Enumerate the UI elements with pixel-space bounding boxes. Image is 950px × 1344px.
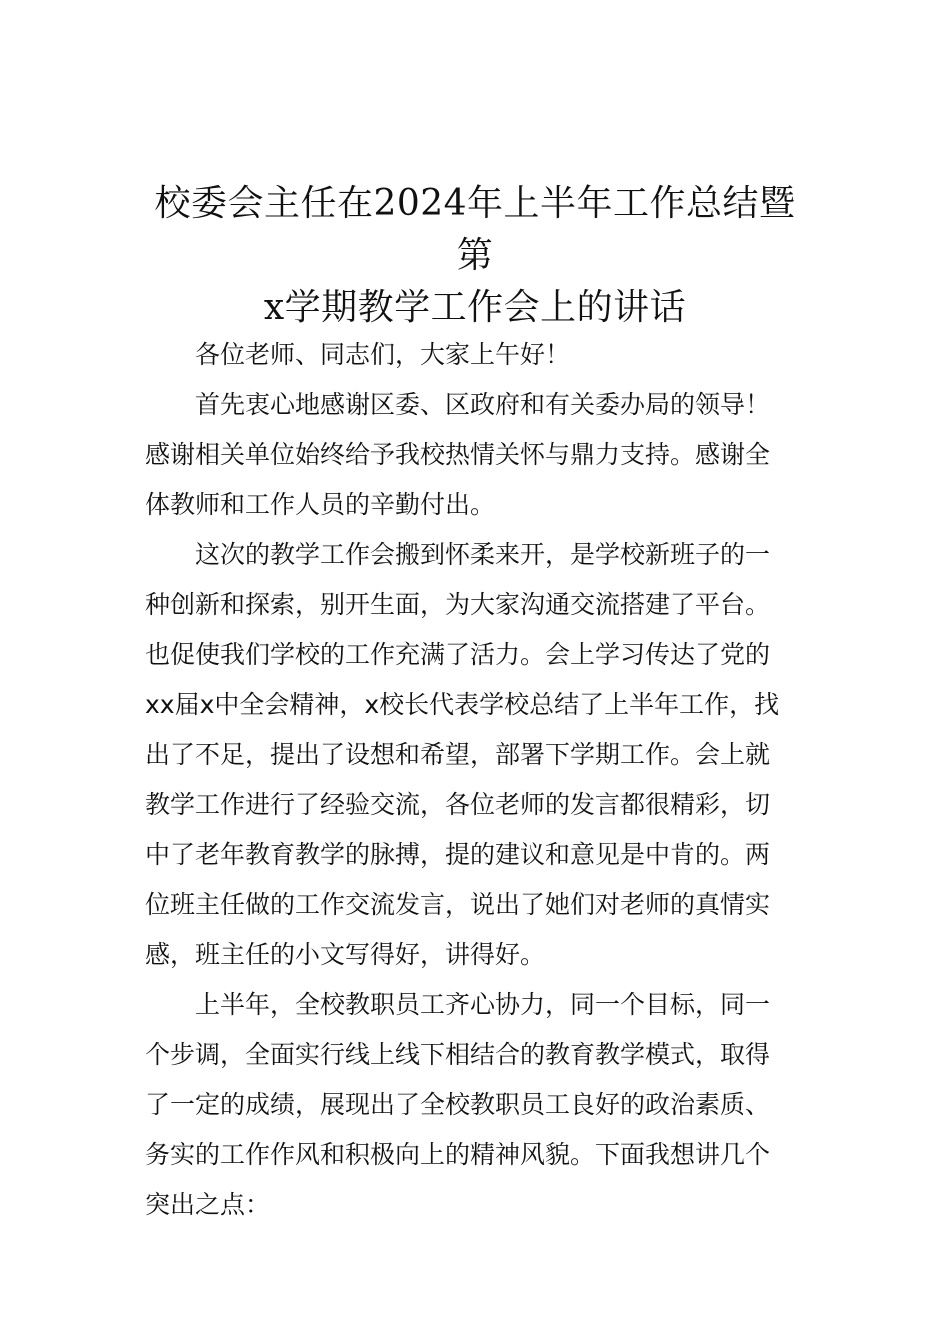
document-body <box>145 330 810 1230</box>
text-line: 了一定的成绩，展现出了全校教职员工良好的政治素质、 <box>145 1090 771 1119</box>
text-line: 务实的工作作风和积极向上的精神风貌。下面我想讲几个 <box>145 1140 771 1169</box>
document-title <box>140 178 810 334</box>
paragraph-thanks <box>145 380 810 530</box>
text-line: 教学工作进行了经验交流，各位老师的发言都很精彩，切 <box>145 790 771 819</box>
text-line: 感谢相关单位始终给予我校热情关怀与鼎力支持。感谢全 <box>145 440 771 469</box>
text-line: 位班主任做的工作交流发言，说出了她们对老师的真情实 <box>145 890 771 919</box>
text-line: 种创新和探索，别开生面，为大家沟通交流搭建了平台。 <box>145 590 771 619</box>
paragraph-half-year-summary <box>145 980 810 1230</box>
paragraph-greeting <box>145 330 810 380</box>
text-line: 突出之点： <box>145 1190 271 1219</box>
title-line: x学期教学工作会上的讲话 <box>263 287 687 328</box>
text-line: xx届x中全会精神，x校长代表学校总结了上半年工作，找 <box>145 690 780 719</box>
paragraph-meeting-review <box>145 530 810 980</box>
text-line: 个步调，全面实行线上线下相结合的教育教学模式，取得 <box>145 1040 771 1069</box>
text-line: 出了不足，提出了设想和希望，部署下学期工作。会上就 <box>145 740 771 769</box>
text-line: 各位老师、同志们，大家上午好！ <box>195 340 571 369</box>
text-line: 这次的教学工作会搬到怀柔来开，是学校新班子的一 <box>195 540 771 569</box>
text-line: 中了老年教育教学的脉搏，提的建议和意见是中肯的。两 <box>145 840 771 869</box>
text-line: 感，班主任的小文写得好，讲得好。 <box>145 940 546 969</box>
title-line: 校委会主任在2024年上半年工作总结暨第 <box>154 183 796 276</box>
text-line: 首先衷心地感谢区委、区政府和有关委办局的领导！ <box>195 390 771 419</box>
text-line: 体教师和工作人员的辛勤付出。 <box>145 490 496 519</box>
text-line: 上半年，全校教职员工齐心协力，同一个目标，同一 <box>195 990 771 1019</box>
text-line: 也促使我们学校的工作充满了活力。会上学习传达了党的 <box>145 640 771 669</box>
